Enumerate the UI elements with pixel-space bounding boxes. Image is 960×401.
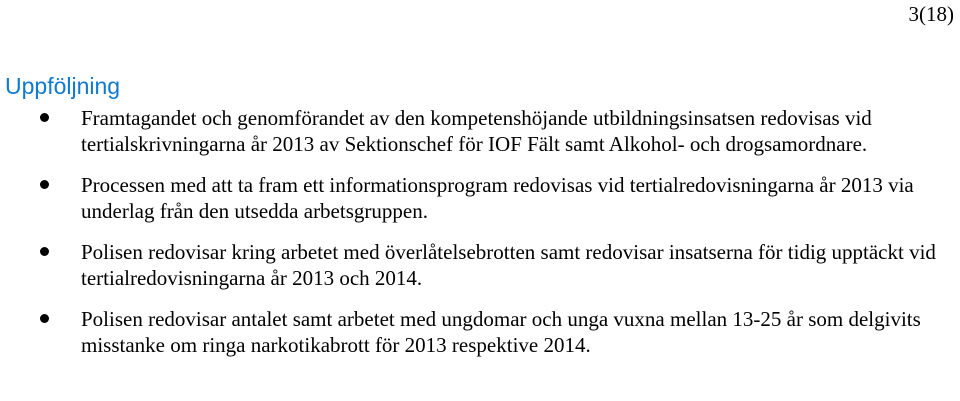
list-item-text: Processen med att ta fram ett informationsprogram redovisas vid tertialredovisningarna år 2013 via underlag från den utsedda arbetsgruppen. [81, 173, 914, 223]
page-number: 3(18) [908, 2, 954, 26]
list-item [0, 172, 960, 224]
bullet-list [0, 105, 960, 358]
bullet-icon [40, 314, 49, 323]
list-item [0, 239, 960, 291]
list-item [0, 306, 960, 358]
list-item [0, 105, 960, 157]
section-heading: Uppföljning [5, 73, 121, 99]
list-item-text: Polisen redovisar kring arbetet med överlåtelsebrotten samt redovisar insatserna för tidig upptäckt vid tertialredovisningarna år 2013 och 2014. [81, 240, 936, 290]
bullet-icon [40, 247, 49, 256]
list-item-text: Polisen redovisar antalet samt arbetet med ungdomar och unga vuxna mellan 13-25 år som delgivits misstanke om ringa narkotikabrott för 2013 respektive 2014. [81, 307, 921, 357]
bullet-icon [40, 113, 49, 122]
bullet-icon [40, 180, 49, 189]
list-item-text: Framtagandet och genomförandet av den kompetenshöjande utbildningsinsatsen redovisas vid tertialskrivningarna år 2013 av Sektionschef för IOF Fält samt Alkohol- och drogsamordnare. [81, 106, 872, 156]
